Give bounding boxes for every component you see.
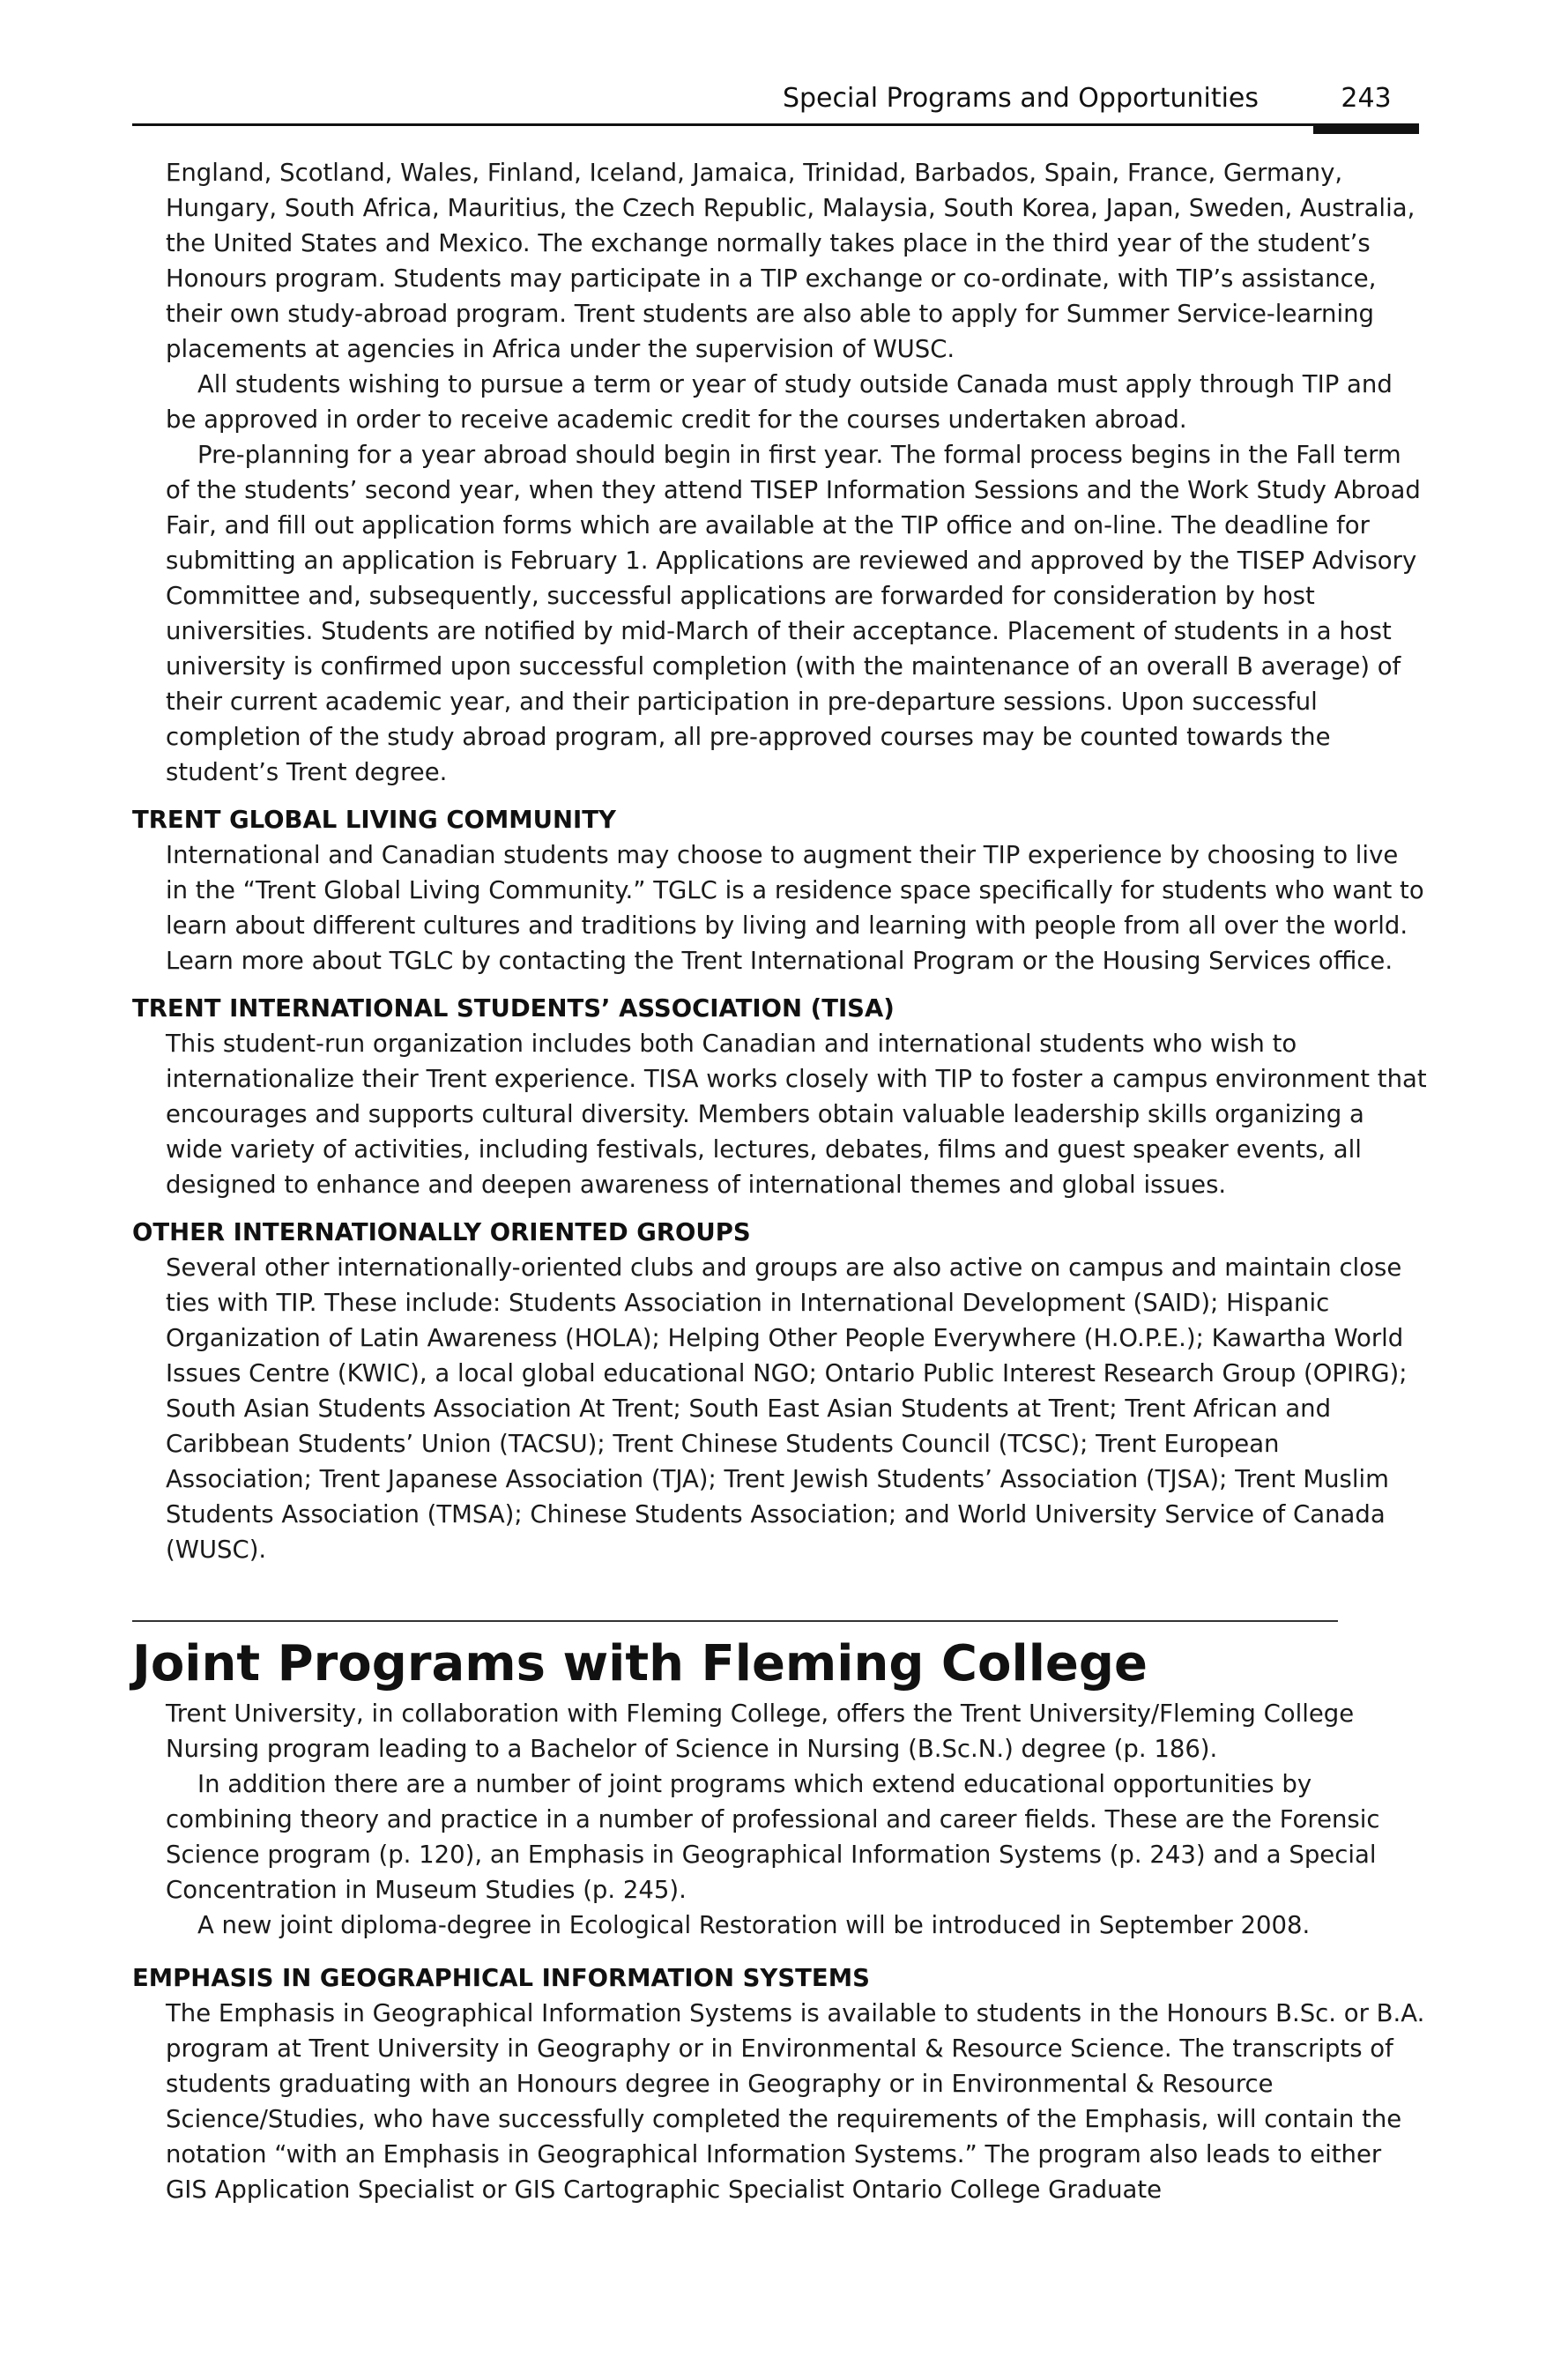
page-number-bar [1313,123,1419,134]
joint-paragraph-2: In addition there are a number of joint programs which extend educational opportunities by combining theory and practice in a number of professional and career fields. These are the Forensic Science program (p. 120), an Emphasis in Geographical Information Systems (p. 243) and a Special Concentration in Museum Studies (p. 245). [166,1770,1380,1904]
tisa-heading: TRENT INTERNATIONAL STUDENTS’ ASSOCIATION (TISA) [132,994,895,1023]
page-content [132,155,1428,2207]
page-number: 243 [1341,83,1392,114]
running-title: Special Programs and Opportunities [782,83,1259,114]
gis-heading: EMPHASIS IN GEOGRAPHICAL INFORMATION SYSTEMS [132,1964,870,1992]
intro-paragraph-3: Pre-planning for a year abroad should begin in first year. The formal process begins in the Fall term of the students’ second year, when they attend TISEP Information Sessions and the Work Study Abroad Fair, and fill out application forms which are available at the TIP office and on-line. The deadline for submitting an application is February 1. Applications are reviewed and approved by the TISEP Advisory Committee and, subsequently, successful applications are forwarded for consideration by host universities. Students are notified by mid-March of their acceptance. Placement of students in a host university is confirmed upon successful completion (with the maintenance of an overall B average) of their current academic year, and their participation in pre-departure sessions. Upon successful completion of the study abroad program, all pre-approved courses may be counted towards the student’s Trent degree. [166,441,1421,786]
joint-programs-title: Joint Programs with Fleming College [132,1635,1148,1692]
tisa-body: This student-run organization includes both Canadian and international students who wish to internationalize their Trent experience. TISA works closely with TIP to foster a campus environment that encourages and supports cultural diversity. Members obtain valuable leadership skills organizing a wide variety of activities, including festivals, lectures, debates, films and guest speaker events, all designed to enhance and deepen awareness of international themes and global issues. [166,1030,1427,1199]
tglc-heading: TRENT GLOBAL LIVING COMMUNITY [132,806,616,834]
other-groups-body: Several other internationally-oriented clubs and groups are also active on campus and maintain close ties with TIP. These include: Students Association in International Development (SAID); Hispanic Organization of Latin Awareness (HOLA); Helping Other People Everywhere (H.O.P.E.); Kawartha World Issues Centre (KWIC), a local global educational NGO; Ontario Public Interest Research Group (OPIRG); South Asian Students Association At Trent; South East Asian Students at Trent; Trent African and Caribbean Students’ Union (TACSU); Trent Chinese Students Council (TCSC); Trent European Association; Trent Japanese Association (TJA); Trent Jewish Students’ Association (TJSA); Trent Muslim Students Association (TMSA); Chinese Students Association; and World University Service of Canada (WUSC). [166,1253,1408,1564]
gis-body: The Emphasis in Geographical Information Systems is available to students in the Honours B.Sc. or B.A. program at Trent University in Geography or in Environmental & Resource Science. The transcripts of students graduating with an Honours degree in Geography or in Environmental & Resource Science/Studies, who have successfully completed the requirements of the Emphasis, will contain the notation “with an Emphasis in Geographical Information Systems.” The program also leads to either GIS Application Specialist or GIS Cartographic Specialist Ontario College Graduate [166,1999,1425,2204]
other-groups-heading: OTHER INTERNATIONALLY ORIENTED GROUPS [132,1218,751,1246]
section-divider [132,1620,1338,1622]
intro-paragraph-1: England, Scotland, Wales, Finland, Iceland, Jamaica, Trinidad, Barbados, Spain, France, Germany, Hungary, South Africa, Mauritius, the Czech Republic, Malaysia, South Korea, Japan, Sweden, Australia, the United States and Mexico. The exchange normally takes place in the third year of the student’s Honours program. Students may participate in a TIP exchange or co-ordinate, with TIP’s assistance, their own study-abroad program. Trent students are also able to apply for Summer Service-learning placements at agencies in Africa under the supervision of WUSC. [166,159,1416,363]
intro-paragraph-2: All students wishing to pursue a term or year of study outside Canada must apply through TIP and be approved in order to receive academic credit for the courses undertaken abroad. [166,370,1393,434]
tglc-body: International and Canadian students may choose to augment their TIP experience by choosing to live in the “Trent Global Living Community.” TGLC is a residence space specifically for students who want to learn about different cultures and traditions by living and learning with people from all over the world. Learn more about TGLC by contacting the Trent International Program or the Housing Services office. [166,841,1424,975]
running-header [132,79,1419,126]
joint-paragraph-3: A new joint diploma-degree in Ecological Restoration will be introduced in September 2008. [197,1911,1311,1939]
joint-paragraph-1: Trent University, in collaboration with Fleming College, offers the Trent University/Fleming College Nursing program leading to a Bachelor of Science in Nursing (B.Sc.N.) degree (p. 186). [166,1699,1355,1763]
